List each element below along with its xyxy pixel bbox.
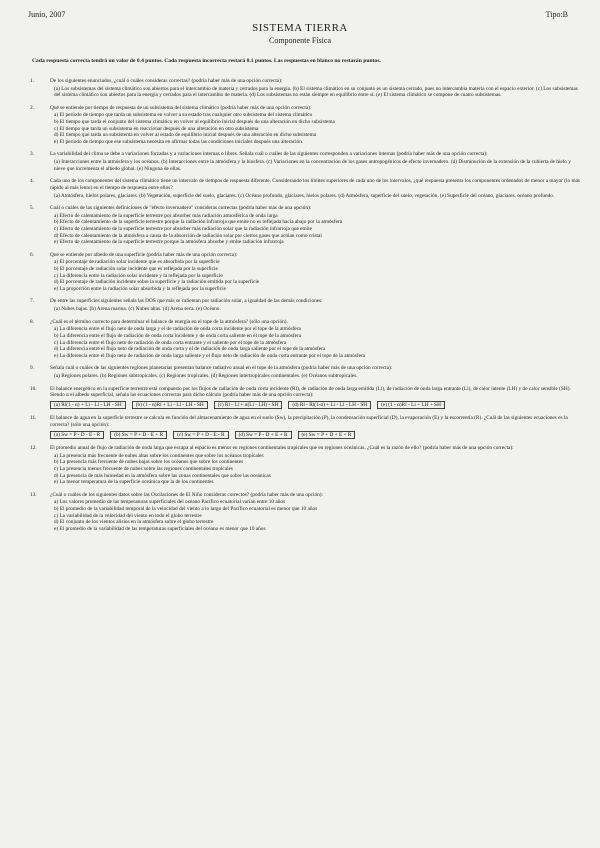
- answer-option[interactable]: (a) Los subsistemas del sistema climático son abiertos para el intercambio de materia y cerrados para la energía. (b) El sistema climático en su conjunto es un sistema cerrado, pues no intercambia materia con el espacio exterior. (c) Los subsistemas del sistema climático son abiertos para la energía y cerrados para el intercambio de materia. (d) Los subsistemas no están siempre en equilibrio entre sí. (e) El sistema climático se compone de cuatro subsistemas.: [54, 85, 578, 99]
- question-7: [32, 298, 580, 312]
- question-stem: Qué se entiende por albedo de una superficie (podría haber más de una opción correcta):: [50, 251, 238, 258]
- question-stem: Cada uno de los componentes del sistema climático tiene un intervalo de tiempos de respuesta diferente. Considerando los límites superiores de cada uno de los intervalos, ¿qué respuesta presenta los componentes ordenados de menor a mayor (lo más rápido al más lento) en el tiempo de respuesta entre ellos?: [50, 178, 580, 191]
- answer-option[interactable]: (a) Atmósfera, hielos polares, glaciares. (b) Vegetación, superficie del suelo, glaciares. (c) Océano profundo, glaciares, hielos polares. (d) Atmósfera, superficie del suelo, vegetación. (e) Superficie del océano, glaciares, océano profundo.: [54, 192, 555, 199]
- question-12: [32, 445, 580, 486]
- equation-option[interactable]: (e) (1 - α)Rl - Li + LH + SH: [377, 401, 445, 410]
- answer-option[interactable]: a) La presencia más frecuente de nubes altas sobre los continentes que sobre los océanos tropicales: [54, 452, 264, 459]
- exam-instructions: Cada respuesta correcta tendrá un valor de 0.4 puntos. Cada respuesta incorrecta restará 0.1 puntos. Las respuestas en blanco no restarán puntos.: [32, 58, 381, 64]
- answer-option[interactable]: d) El conjunto de los vientos alisios en la atmósfera sobre el globo terrestre: [54, 519, 214, 526]
- equation-option[interactable]: (b) (1 - α)Rl + Li - Ll - LH - SH: [132, 401, 208, 410]
- question-stem: Señala cuál o cuáles de las siguientes regiones planetarias presentan balance radiativo anual en el tope de la atmósfera (podría haber más de una opción correcta):: [50, 365, 393, 372]
- question-number: 13.: [30, 491, 37, 498]
- question-number: 6.: [30, 251, 34, 258]
- exam-subtitle: Componente Física: [269, 36, 331, 45]
- question-3: [32, 151, 580, 172]
- equation-option[interactable]: (d) Rl - Rl(1-α) + Li - Ll - LH - SH: [288, 401, 371, 410]
- answer-option[interactable]: a) Efecto de calentamiento de la superficie terrestre por absorber más radiación atmosférica de onda larga: [54, 212, 278, 219]
- answer-option[interactable]: e) Efecto de calentamiento de la superficie terrestre porque la atmósfera absorbe y emite radiación infrarroja: [54, 239, 284, 246]
- answer-option[interactable]: b) El porcentaje de radiación solar incidente que es reflejada por la superficie: [54, 266, 218, 273]
- exam-date: Junio, 2007: [28, 10, 66, 19]
- question-number: 12.: [30, 445, 37, 452]
- equation-option[interactable]: (e) Sw = P + D + E + R: [298, 431, 356, 440]
- answer-option[interactable]: d) El porcentaje de radiación incidente sobre la superficie y la radiación emitida por la superficie: [54, 279, 260, 286]
- question-stem: El balance energético en la superficie terrestre está compuesto por los flujos de radiación de onda corta incidente (Rl), de radiación de onda larga emitida (Ll), de radiación de onda larga entrante (Li), de calor latente (LH) y de calor sensible (SH). Siendo α el albedo superficial, señala las ecuaciones correctas para dicho cálculo (podría haber más de una opción correcta):: [50, 385, 571, 399]
- answer-option[interactable]: b) La presencia más frecuente de nubes bajas sobre los océanos que sobre los continentes: [54, 459, 244, 466]
- answer-option[interactable]: b) Efecto de calentamiento de la superficie terrestre porque la radiación infrarroja que emite no es reflejada hacia abajo por la atmósfera: [54, 219, 343, 226]
- answer-option[interactable]: c) Efecto de calentamiento de la superficie terrestre por absorber más radiación solar que la radiación infrarroja que emite: [54, 225, 312, 232]
- exam-type: Tipo:B: [545, 10, 568, 19]
- exam-title: SISTEMA TIERRA: [252, 22, 348, 34]
- question-number: 11.: [30, 415, 37, 422]
- question-number: 8.: [30, 318, 34, 325]
- equation-options: [50, 401, 580, 410]
- question-stem: De entre las superficies siguientes señala las DOS que más se calientan por radiación solar, a igualdad de las demás condiciones:: [50, 298, 323, 305]
- answer-option[interactable]: (a) Nubes bajas. (b) Arena marina. (c) Nubes altas. (d) Arena seca. (e) Océano.: [54, 306, 221, 313]
- answer-option[interactable]: c) La variabilidad de la velocidad del viento en todo el globo terrestre: [54, 512, 202, 519]
- answer-option[interactable]: a) La diferencia entre el flujo neto de onda larga y el de radiación de onda corta incidente por el tope de la atmósfera: [54, 326, 301, 333]
- answer-option[interactable]: e) La diferencia entre el flujo neto de radiación de onda larga saliente y el flujo neto de radiación de onda corta entrante por el tope de la atmósfera: [54, 352, 366, 359]
- answer-option[interactable]: c) La diferencia entre la radiación solar incidente y la reflejada por la superficie: [54, 272, 223, 279]
- answer-option[interactable]: a) Los valores promedio de las temperaturas superficiales del océano Pacífico ecuatorial varían entre 10 años: [54, 499, 286, 506]
- equation-options: [50, 431, 580, 440]
- equation-option[interactable]: (d) Sw = P - D + E + R: [235, 431, 292, 440]
- answer-option[interactable]: d) La diferencia entre el flujo neto de radiación de onda corta y el de radiación de onda larga saliente por el tope de la atmósfera: [54, 346, 326, 353]
- question-stem: De los siguientes enunciados, ¿cuál o cuáles consideras correctas? (podría haber más de una opción correcta):: [50, 78, 283, 84]
- question-5: [32, 205, 580, 246]
- answer-option[interactable]: c) El tiempo que tarda un subsistema en reaccionar después de una alteración en otro subsistema: [54, 125, 259, 132]
- question-stem: La variabilidad del clima se debe a variaciones forzadas y a variaciones internas o libres. Señala cuál o cuáles de las siguientes corresponden a variaciones internas (podría haber más de una opción correcta):: [50, 151, 488, 158]
- question-number: 7.: [30, 298, 34, 305]
- question-6: [32, 252, 580, 293]
- question-8: [32, 319, 580, 360]
- answer-option[interactable]: b) El tiempo que tarda el conjunto del sistema climático en volver al equilibrio inicial después de una alteración en dicho subsistema: [54, 119, 335, 126]
- equation-option[interactable]: (c) Rl - Ll + α(Li - LH) - SH: [214, 401, 283, 410]
- answer-option[interactable]: a) El período de tiempo que tarda un subsistema en volver a su estado tras cualquier otro subsistema del sistema climático: [54, 112, 313, 119]
- equation-option[interactable]: (c) Sw = P + D - E - R: [173, 431, 228, 440]
- answer-option[interactable]: e) La proporción entre la radiación solar absorbida y la reflejada por la superficie: [54, 285, 226, 292]
- equation-option[interactable]: (b) Sw = P + D - E + R: [110, 431, 167, 440]
- answer-option[interactable]: a) El porcentaje de radiación solar incidente que es absorbida por la superficie: [54, 259, 220, 266]
- question-number: 4.: [30, 178, 34, 185]
- question-number: 3.: [30, 151, 34, 158]
- question-2: [32, 105, 580, 146]
- question-13: [32, 492, 580, 533]
- answer-option[interactable]: c) La diferencia entre el flujo neto de radiación de onda corta entrante y el saliente por el tope de la atmósfera: [54, 339, 287, 346]
- answer-option[interactable]: c) La presencia menos frecuente de nubes sobre las regiones continentales tropicales: [54, 466, 233, 473]
- question-stem: ¿Cuál o cuáles de los siguientes datos sobre las Oscilaciones de El Niño consideras correctos? (podría haber más de una opción):: [50, 491, 323, 498]
- question-4: [32, 178, 580, 199]
- question-9: [32, 365, 580, 379]
- question-11: [32, 415, 580, 439]
- question-list: [32, 78, 580, 539]
- question-number: 9.: [30, 365, 34, 372]
- answer-option[interactable]: b) La diferencia entre el flujo de radiación de onda corta incidente y de onda corta saliente en el tope de la atmósfera: [54, 332, 302, 339]
- answer-option[interactable]: (a) Regiones polares. (b) Regiones subtropicales. (c) Regiones tropicales. (d) Regiones intertropicales continentales. (e) Océanos subtropicales.: [54, 372, 358, 379]
- equation-option[interactable]: (a) Rl(1 - α) + Li - Ll - LH - SH: [50, 401, 126, 410]
- question-number: 1.: [30, 78, 34, 84]
- answer-option[interactable]: e) El promedio de la variabilidad de las temperaturas superficiales del océano es menor que 10 años: [54, 525, 266, 532]
- answer-option[interactable]: e) El período de tiempo que ese subsistema necesita en afirmar todas las condiciones iniciales después una alteración.: [54, 138, 304, 145]
- answer-option[interactable]: d) La presencia de más humedad en la atmósfera sobre las zonas continentales que sobre las oceánicas: [54, 472, 271, 479]
- question-stem: El promedio anual de flujo de radiación de onda larga que escapa al espacio es menor en regiones continentales tropicales que en regiones oceánicas. ¿Cuál es la razón de ello? (podría haber más de una opción correcta):: [50, 445, 514, 452]
- question-stem: Qué se entiende por tiempo de respuesta de un subsistema del sistema climático (podría haber más de una opción correcta):: [50, 104, 312, 111]
- answer-option[interactable]: d) El tiempo que tarda un subsistema en volver al estado de equilibrio inicial después de una alteración en dicho subsistema: [54, 132, 317, 139]
- question-stem: El balance de agua en la superficie terrestre se calcula en función del almacenamiento de agua en el suelo (Sw), la precipitación (P), la condensación superficial (D), la evaporación (E) y la escorrentía (R). ¿Cuál de las siguientes ecuaciones es la correcta? (sólo una opción):: [50, 415, 568, 428]
- answer-option[interactable]: b) El promedio de la variabilidad temporal de la velocidad del viento a lo largo del Pacífico ecuatorial es menor que 10 años: [54, 506, 318, 513]
- equation-option[interactable]: (a) Sw = P - D - E - R: [50, 431, 104, 440]
- question-stem: Cuál o cuáles de las siguientes definiciones de "efecto invernadero" consideras correctas (podría haber más de una opción):: [50, 205, 312, 212]
- question-number: 10.: [30, 385, 37, 392]
- question-1: [32, 78, 580, 99]
- answer-option[interactable]: (a) Interacciones entre la atmósfera y los océanos. (b) Interacciones entre la atmósfera y la biosfera. (c) Variaciones en la concentración de los gases antropogénicos de efecto invernadero. (d) Disminución de la extensión de la cubierta de hielo y nieve que incrementa el albedo global. (e) Ninguna de ellas.: [54, 159, 571, 172]
- question-number: 5.: [30, 205, 34, 212]
- answer-option[interactable]: d) Efecto de calentamiento de la atmósfera a causa de la absorción de radiación solar por ciertos gases que actúan como cristal: [54, 232, 322, 239]
- question-number: 2.: [30, 104, 34, 111]
- answer-option[interactable]: e) La menor temperatura de la superficie oceánica que la de los continentes: [54, 479, 214, 486]
- question-10: [32, 386, 580, 410]
- question-stem: ¿Cuál es el término correcto para determinar el balance de energía en el tope de la atmósfera? (sólo una opción).: [50, 318, 288, 325]
